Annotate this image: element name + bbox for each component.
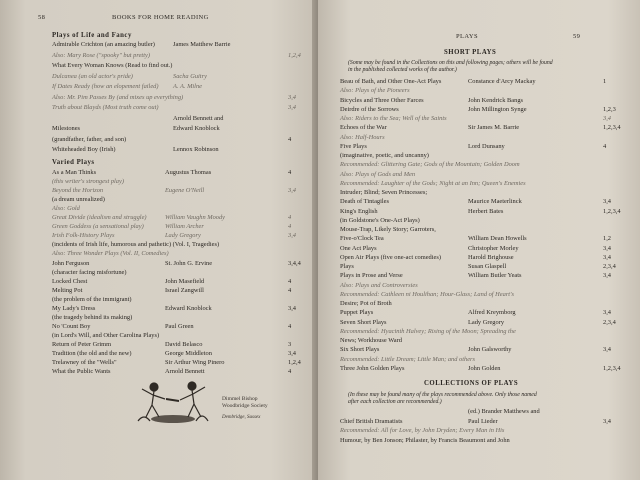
- entry-title: Plays in Prose and Verse: [340, 272, 403, 280]
- entry-author: A. A. Milne: [173, 83, 202, 90]
- entry-title: (incidents of Irish life, humorous and pathetic) (Vol. I, Tragedies): [52, 241, 220, 249]
- entry-title: (in Lord's Will, and Other Carolina Plays): [52, 331, 160, 339]
- entry-author: Arnold Bennett and: [173, 114, 224, 122]
- entry-title: Three John Golden Plays: [340, 364, 405, 372]
- entry-title: Beau of Bath, and Other One-Act Plays: [340, 78, 442, 85]
- entry-ref: 4: [288, 368, 292, 376]
- entry-ref: 4: [603, 142, 607, 150]
- entry-ref: 3,4,4: [288, 259, 301, 267]
- entry-title: Melting Pot: [52, 286, 83, 294]
- entry-title: Recommended: Little Dream; Little Man; and others: [340, 355, 476, 363]
- entry-title: (a dream unrealized): [52, 196, 105, 204]
- entry-author: Lady Gregory: [165, 232, 201, 240]
- entry-title: News; Workhouse Ward: [340, 337, 402, 344]
- entry-title: Chief British Dramatists: [340, 417, 403, 425]
- woodcut-illustration: [132, 375, 214, 430]
- right-running-head: PLAYS: [456, 33, 478, 40]
- entry-author: St. John G. Ervine: [165, 259, 213, 267]
- entry-title: Death of Tintagiles: [340, 198, 389, 206]
- entry-title: Puppet Plays: [340, 309, 374, 317]
- entry-title: Desire; Pot of Broth: [340, 300, 392, 307]
- entry-title: Recommended: Glittering Gate; Gods of the Mountain; Golden Doom: [340, 161, 520, 169]
- entry-ref: 1,2,3,4: [603, 124, 621, 132]
- entry-title: Green Goddess (a sensational play): [52, 223, 144, 231]
- entry-title: (the tragedy behind its making): [52, 313, 133, 321]
- entry-author: James Matthew Barrie: [173, 41, 231, 48]
- entry-author: Lennox Robinson: [173, 146, 219, 153]
- coll-intro-line-2: after each collection are recommended.): [348, 399, 442, 405]
- entry-ref: 3,4: [603, 272, 611, 280]
- entry-author: William Archer: [165, 223, 204, 231]
- entry-ref: 3,4: [603, 198, 611, 206]
- entry-title: Bicycles and Three Other Farces: [340, 96, 424, 104]
- entry-title: Trelawney of the "Wells": [52, 359, 117, 367]
- entry-title: King's English: [340, 207, 378, 215]
- entry-title: Mouse-Trap, Likely Story; Garroters,: [340, 226, 436, 233]
- entry-title: Also: Three Wonder Plays (Vol. II, Comedies): [52, 250, 169, 258]
- collections-intro: [348, 392, 537, 406]
- entry-ref: 4: [288, 214, 292, 222]
- entry-ref: 3,4: [288, 187, 296, 195]
- entry-title: Also: Mary Rose ("spooky" but pretty): [52, 51, 150, 59]
- entry-title: Six Short Plays: [340, 346, 380, 354]
- entry-ref: 3,4: [288, 304, 296, 312]
- entry-ref: 1,2,3,4: [603, 207, 621, 215]
- entry-ref: 4: [288, 277, 292, 285]
- entry-ref: 1,2,3: [603, 105, 616, 113]
- entry-author: Sir James M. Barrie: [468, 124, 520, 132]
- entry-ref: 3,4: [603, 115, 611, 122]
- entry-author: Paul Lieder: [468, 417, 498, 425]
- entry-ref: 1,2,4: [288, 359, 301, 367]
- entry-author: Edward Knoblock: [173, 125, 220, 132]
- entry-author: John Millington Synge: [468, 105, 527, 113]
- entry-title: Also: Gold: [52, 205, 80, 213]
- entry-ref: 3,4: [603, 244, 611, 252]
- entry-title: (the problem of the immigrant): [52, 295, 132, 303]
- entry-title: Also: Half-Hours: [340, 133, 385, 141]
- entry-author: William Butler Yeats: [468, 272, 522, 280]
- entry-title: No 'Count Boy: [52, 322, 91, 330]
- entry-title: One Act Plays: [340, 244, 377, 252]
- entry-title: What the Public Wants: [52, 368, 111, 376]
- entry-title: Tradition (the old and the new): [52, 350, 132, 357]
- entry-author: Constance d'Arcy Mackay: [468, 78, 536, 85]
- collections-title: COLLECTIONS OF PLAYS: [424, 380, 519, 387]
- entry-author: John Golden: [468, 364, 501, 372]
- entry-author: John Kendrick Bangs: [468, 96, 524, 104]
- entry-title: Also: Mr. Pim Passes By (and mixes up everything): [52, 93, 184, 101]
- intro-line-1: (Some may be found in the Collections on this and following pages; others will be found: [348, 60, 553, 66]
- entry-author: Sir Arthur Wing Pinero: [165, 359, 225, 367]
- entry-author: Alfred Kreymborg: [468, 309, 516, 317]
- entry-title: Recommended: Hyacinth Halvey; Rising of the Moon; Spreading the: [340, 327, 516, 335]
- entry-title: Five-o'Clock Tea: [340, 235, 384, 243]
- entry-ref: 3,4: [288, 104, 296, 111]
- entry-title: Recommended: All for Love, by John Dryden; Every Man in His: [340, 427, 505, 434]
- entry-author: Israel Zangwill: [165, 286, 204, 294]
- entry-ref: 4: [288, 322, 292, 330]
- entry-title: Also: Plays of Gods and Men: [340, 170, 416, 178]
- left-page-number: 58: [38, 14, 46, 21]
- entry-title: Deirdre of the Sorrows: [340, 105, 399, 113]
- entry-author: Susan Glaspell: [468, 263, 507, 270]
- entry-title: (this writer's strongest play): [52, 178, 124, 186]
- entry-title: Admirable Crichton (an amazing butler): [52, 41, 155, 48]
- entry-ref: 3,4: [288, 350, 296, 357]
- entry-ref: 3: [288, 340, 292, 348]
- entry-author: John Galsworthy: [468, 346, 512, 354]
- entry-author: Harold Brighouse: [468, 253, 514, 261]
- entry-author: Maurice Maeterlinck: [468, 198, 522, 206]
- entry-title: Dulcanea (an old actor's pride): [52, 72, 133, 80]
- entry-title: Also: Plays of the Pioneers: [340, 87, 410, 95]
- entry-title: Intruder; Blind; Seven Princesses;: [340, 189, 428, 196]
- entry-title: As a Man Thinks: [52, 169, 97, 176]
- right-intro: [348, 60, 553, 74]
- entry-author: William Vaughn Moody: [165, 214, 225, 222]
- entry-ref: 1,2,3,4: [603, 364, 621, 372]
- coll-intro-line-1: (In these may be found many of the plays recommended above. Only those named: [348, 392, 537, 398]
- entry-title: Beyond the Horizon: [52, 187, 104, 195]
- entry-title: Whiteheaded Boy (Irish): [52, 146, 116, 153]
- entry-ref: 3,4: [603, 309, 611, 317]
- right-section-title: SHORT PLAYS: [444, 49, 497, 56]
- entry-ref: 1,2,4: [288, 51, 301, 59]
- entry-title: Truth about Blayds (Most truth come out): [52, 104, 159, 111]
- right-page-number: 59: [573, 33, 581, 40]
- intro-line-2: in the published collected works of the author.): [348, 67, 457, 73]
- left-running-head: BOOKS FOR HOME READING: [112, 14, 209, 21]
- entry-author: John Masefield: [165, 277, 205, 285]
- entry-ref: 1: [603, 78, 607, 85]
- entry-ref: 3,4: [603, 346, 611, 354]
- entry-author: (ed.) Brander Matthews and: [468, 408, 540, 415]
- entry-title: Echoes of the War: [340, 124, 387, 132]
- entry-ref: 3,4: [603, 253, 611, 261]
- entry-author: Herbert Bates: [468, 207, 504, 215]
- entry-ref: 4: [288, 169, 292, 176]
- entry-title: What Every Woman Knows (Read to find out.): [52, 62, 173, 69]
- stamp-line-1: Dimmel Bishop: [222, 396, 258, 402]
- ownership-stamp: [222, 396, 268, 421]
- left-section2-title: Varied Plays: [52, 159, 95, 166]
- entry-ref: 4: [288, 223, 292, 231]
- entry-ref: 3,4: [288, 232, 296, 240]
- entry-title: Five Plays: [340, 142, 367, 150]
- entry-title: John Ferguson: [52, 259, 90, 267]
- entry-ref: 3,4: [603, 417, 611, 425]
- entry-author: Lord Dunsany: [468, 142, 505, 150]
- entry-title: Plays: [340, 263, 354, 270]
- entry-title: Recommended: Cathleen ni Houlihan; Hour-Glass; Land of Heart's: [340, 290, 514, 298]
- stamp-line-2: Woodbridge Society: [222, 403, 268, 409]
- entry-title: Milestones: [52, 125, 81, 132]
- entry-author: Lady Gregory: [468, 318, 505, 326]
- entry-author: Edward Knoblock: [165, 304, 212, 312]
- entry-title: Also: Plays and Controversies: [340, 281, 418, 289]
- entry-title: Humour, by Ben Jonson; Philaster, by Francis Beaumont and John: [340, 436, 510, 444]
- entry-author: Arnold Bennett: [165, 368, 205, 376]
- entry-title: Recommended: Laughter of the Gods; Night at an Inn; Queen's Enemies: [340, 179, 526, 187]
- entry-title: (imaginative, poetic, and uncanny): [340, 152, 429, 159]
- entry-title: Seven Short Plays: [340, 318, 387, 326]
- entry-author: William Dean Howells: [468, 235, 527, 243]
- entry-title: My Lady's Dress: [52, 304, 96, 312]
- entry-ref: 3,4: [288, 93, 296, 101]
- entry-ref: 1,2: [603, 235, 611, 243]
- entry-author: Christopher Morley: [468, 244, 519, 252]
- entry-ref: 2,3,4: [603, 263, 616, 270]
- entry-title: (grandfather, father, and son): [52, 135, 127, 143]
- entry-title: Also: Riders to the Sea; Well of the Saints: [340, 115, 447, 122]
- entry-title: (in Goldstone's One-Act Plays): [340, 216, 420, 224]
- entry-title: Open Air Plays (five one-act comedies): [340, 253, 441, 261]
- entry-ref: 4: [288, 286, 292, 294]
- entry-title: (character facing misfortune): [52, 268, 127, 276]
- entry-title: Locked Chest: [52, 277, 88, 285]
- entry-author: Augustus Thomas: [165, 169, 212, 176]
- entry-author: Eugene O'Neill: [165, 187, 205, 195]
- left-section-title: Plays of Life and Fancy: [52, 32, 132, 39]
- entry-title: Return of Peter Grimm: [52, 340, 112, 348]
- right-page: [318, 0, 640, 480]
- stamp-line-3: Dembridge, Sussex: [222, 415, 261, 420]
- entry-title: If Dates Ready (how an elopement failed): [52, 83, 159, 90]
- entry-author: David Belasco: [165, 340, 203, 348]
- entry-title: Irish Folk-History Plays: [52, 232, 115, 240]
- left-page: [0, 0, 318, 480]
- entry-author: Sacha Guitry: [173, 72, 207, 80]
- entry-ref: 2,3,4: [603, 318, 616, 326]
- entry-author: Paul Green: [165, 322, 194, 330]
- entry-author: George Middleton: [165, 350, 212, 357]
- entry-ref: 4: [288, 135, 292, 143]
- entry-title: Great Divide (idealism and struggle): [52, 214, 147, 222]
